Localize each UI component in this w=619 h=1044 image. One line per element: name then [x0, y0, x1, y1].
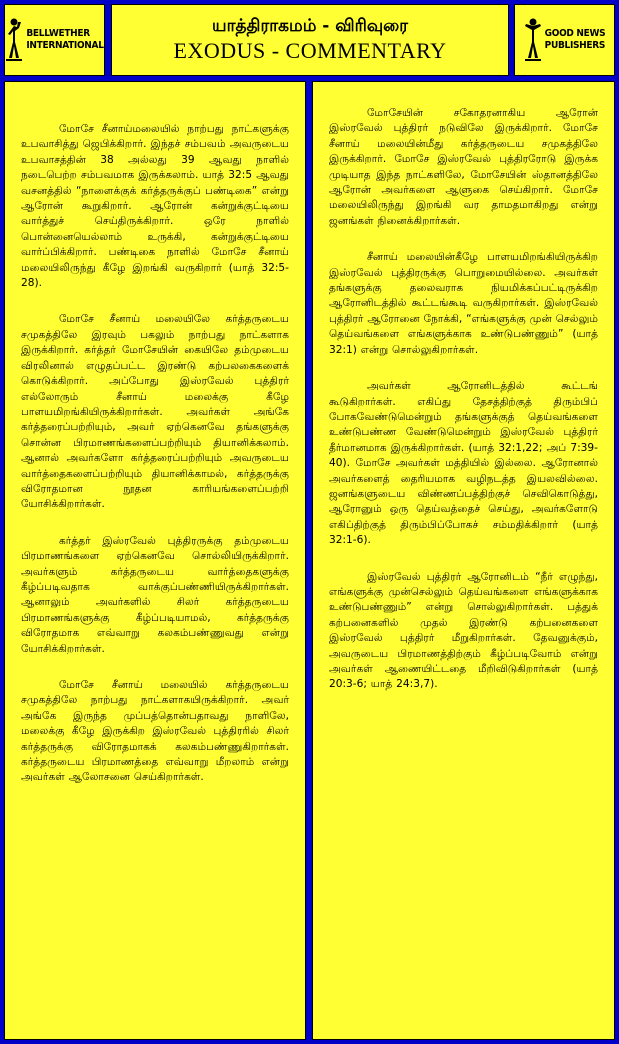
paragraph: சீனாய் மலையின்கீழே பாளயமிறங்கியிருக்கிற இஸ்ரவேல் புத்திரருக்கு பொறுமையில்லை. அவர்கள் தங்களுக்கு தலைவராக நியமிக்கப்பட்டிருக்கிற ஆரோனிடத்தில் கூட்டங்கூடி வருகிறார்கள். இஸ்ரவேல் புத்திரர் ஆரோனை நோக்கி, “எங்களுக்கு முன் செல்லும் தெய்வங்களை எங்களுக்காக உண்டுபண்ணும்” (யாத் 32:1) என்று சொல்லுகிறார்கள். [329, 251, 598, 356]
paragraph: அவர்கள் ஆரோனிடத்தில் கூட்டங் கூடுகிறார்கள். எகிப்து தேசத்திற்குத் திரும்பிப் போகவேண்டுமென்றும் தங்களுக்குத் தெய்வங்களை உண்டுபண்ண வேண்டுமென்றும் இஸ்ரவேல் புத்திரர் தீர்மானமாக இருக்கிறார்கள். (யாத் 32:1,22; அப் 7:39-40). மோசே அவர்கள் மத்தியில் இல்லை. ஆரோனால் அவர்களைத் தைரியமாக வழிநடத்த இயலவில்லை. ஜனங்களுடைய விண்ணப்பத்திற்குச் செவிகொடுத்து, ஆரோனும் ஒரு தெய்வத்தைச் செய்து, அவர்களோடு எகிப்திற்குத் திரும்பிப்போகச் சம்மதிக்கிறார் (யாத் 32:1-6). [329, 380, 598, 547]
paragraph: மோசே சீனாய் மலையிலே கர்த்தருடைய சமுகத்திலே இரவும் பகலும் நாற்பது நாட்களாக இருக்கிறார். கர்த்தர் மோசேயின் கையிலே தம்முடைய விரலினால் எழுதப்பட்ட இரண்டு கற்பலகைகளைக் கொடுக்கிறார். அப்போது இஸ்ரவேல் புத்திரர் எல்லோரும் சீனாய் மலைக்கு கீழே பாளயமிறங்கியிருக்கிறார்கள். அவர்கள் அங்கே கர்த்தரைப்பற்றியும், அவர் ஏற்கெனவே தங்களுக்கு சொன்ன பிரமாணங்களைப்பற்றியும் தியானிக்கலாம். ஆனால் அவர்களோ கர்த்தரைப்பற்றியும் அவருடைய வார்த்தைகளைப்பற்றியும் தியானிக்காமல், கர்த்தருக்கு விரோதமான நூதன காரியங்களைப்பற்றி யோசிக்கிறார்கள். [21, 313, 289, 511]
paragraph: மோசே சீனாய் மலையில் கர்த்தருடைய சமுகத்திலே நாற்பது நாட்களாகயிருக்கிறார். அவர் அங்கே இருந்த முப்பத்தொன்பதாவது நாளிலே, மலைக்கு கீழே இருக்கிற இஸ்ரவேல் புத்திரரில் சிலர் கர்த்தருக்கு விரோதமாகக் கலகம்பண்ணுகிறார்கள். கர்த்தருடைய பிரமாணத்தை எவ்வாறு மீறலாம் என்று அவர்கள் ஆலோசனை செய்கிறார்கள். [21, 679, 289, 784]
commentary-column-left [4, 81, 306, 1040]
title-english: EXODUS - COMMENTARY [173, 38, 447, 63]
bellwether-figure-icon [5, 18, 23, 62]
publisher-logo-right [514, 4, 615, 76]
title-box [111, 4, 509, 76]
publisher-logo-left [4, 4, 105, 76]
paragraph: கர்த்தர் இஸ்ரவேல் புத்திரருக்கு தம்முடைய பிரமாணங்களை ஏற்கெனவே சொல்லியிருக்கிறார். அவர்களும் கர்த்தருடைய வார்த்தைகளுக்கு கீழ்ப்படிவதாக வாக்குப்பண்ணியிருக்கிறார்கள். ஆனாலும் அவர்களில் சிலர் கர்த்தருடைய பிரமாணங்களுக்கு கீழ்ப்படியாமல், கர்த்தருக்கு விரோதமாக எவ்வாறு கலகம்பண்ணுவது என்று யோசிக்கிறார்கள். [21, 534, 289, 655]
publisher-name-right: GOOD NEWS PUBLISHERS [544, 28, 606, 51]
commentary-column-right [312, 81, 615, 1040]
publisher-name-left: BELLWETHER INTERNATIONAL [26, 28, 104, 51]
title-tamil: யாத்திராகமம் - விரிவுரை [212, 16, 408, 36]
paragraph: மோசேயின் சகோதரனாகிய ஆரோன் இஸ்ரவேல் புத்திரர் நடுவிலே இருக்கிறார். மோசே சீனாய் மலையின்மீது கர்த்தருடைய சமுகத்திலே இருக்கிறார். மோசே இஸ்ரவேல் புத்திரரோடு இருக்க முடியாத இந்த நாட்களிலே, மோசேயின் ஸ்தானத்திலே ஆரோன் அவர்களை ஆளுகை செய்கிறார். மோசே மலையிலிருந்து இறங்கி வர தாமதமாகிறது என்று ஜனங்கள் நினைக்கிறார்கள். [329, 107, 598, 227]
paragraph: இஸ்ரவேல் புத்திரர் ஆரோனிடம் “நீர் எழுந்து, எங்களுக்கு முன்செல்லும் தெய்வங்களை எங்களுக்காக உண்டுபண்ணும்” என்று சொல்லுகிறார்கள். பத்துக் கற்பனைகளில் முதல் இரண்டு கற்பனைகளை இஸ்ரவேல் புத்திரர் மீறுகிறார்கள். தேவனுக்கும், அவருடைய பிரமாணத்திற்கும் கீழ்ப்படிவோம் என்று அவர்கள் ஆணையிட்டதை மீறிவிடுகிறார்கள் (யாத் 20:3-6; யாத் 24:3,7). [329, 570, 598, 691]
good-news-figure-icon [524, 18, 542, 62]
paragraph: மோசே சீனாய்மலையில் நாற்பது நாட்களுக்கு உபவாசித்து ஜெபிக்கிறார். இந்தச் சம்பவம் அவருடைய உபவாசத்தின் 38 அல்லது 39 ஆவது நாளில் நடைபெற்ற சம்பவமாக இருக்கலாம். யாத் 32:5 ஆவது வசனத்தில் “நாளைக்குக் கர்த்தருக்குப் பண்டிகை” என்று ஆரோன் கூறுகிறார். ஆரோன் கன்றுக்குட்டியை வார்த்துச் செய்திருக்கிறார். ஒரே நாளில் பொன்னையெல்லாம் உருக்கி, கன்றுக்குட்டியை வார்ப்பிக்கிறார். பண்டிகை நாளில் மோசே சீனாய் மலையிலிருந்து கீழே இறங்கி வருகிறார் (யாத் 32:5-28). [21, 123, 289, 290]
